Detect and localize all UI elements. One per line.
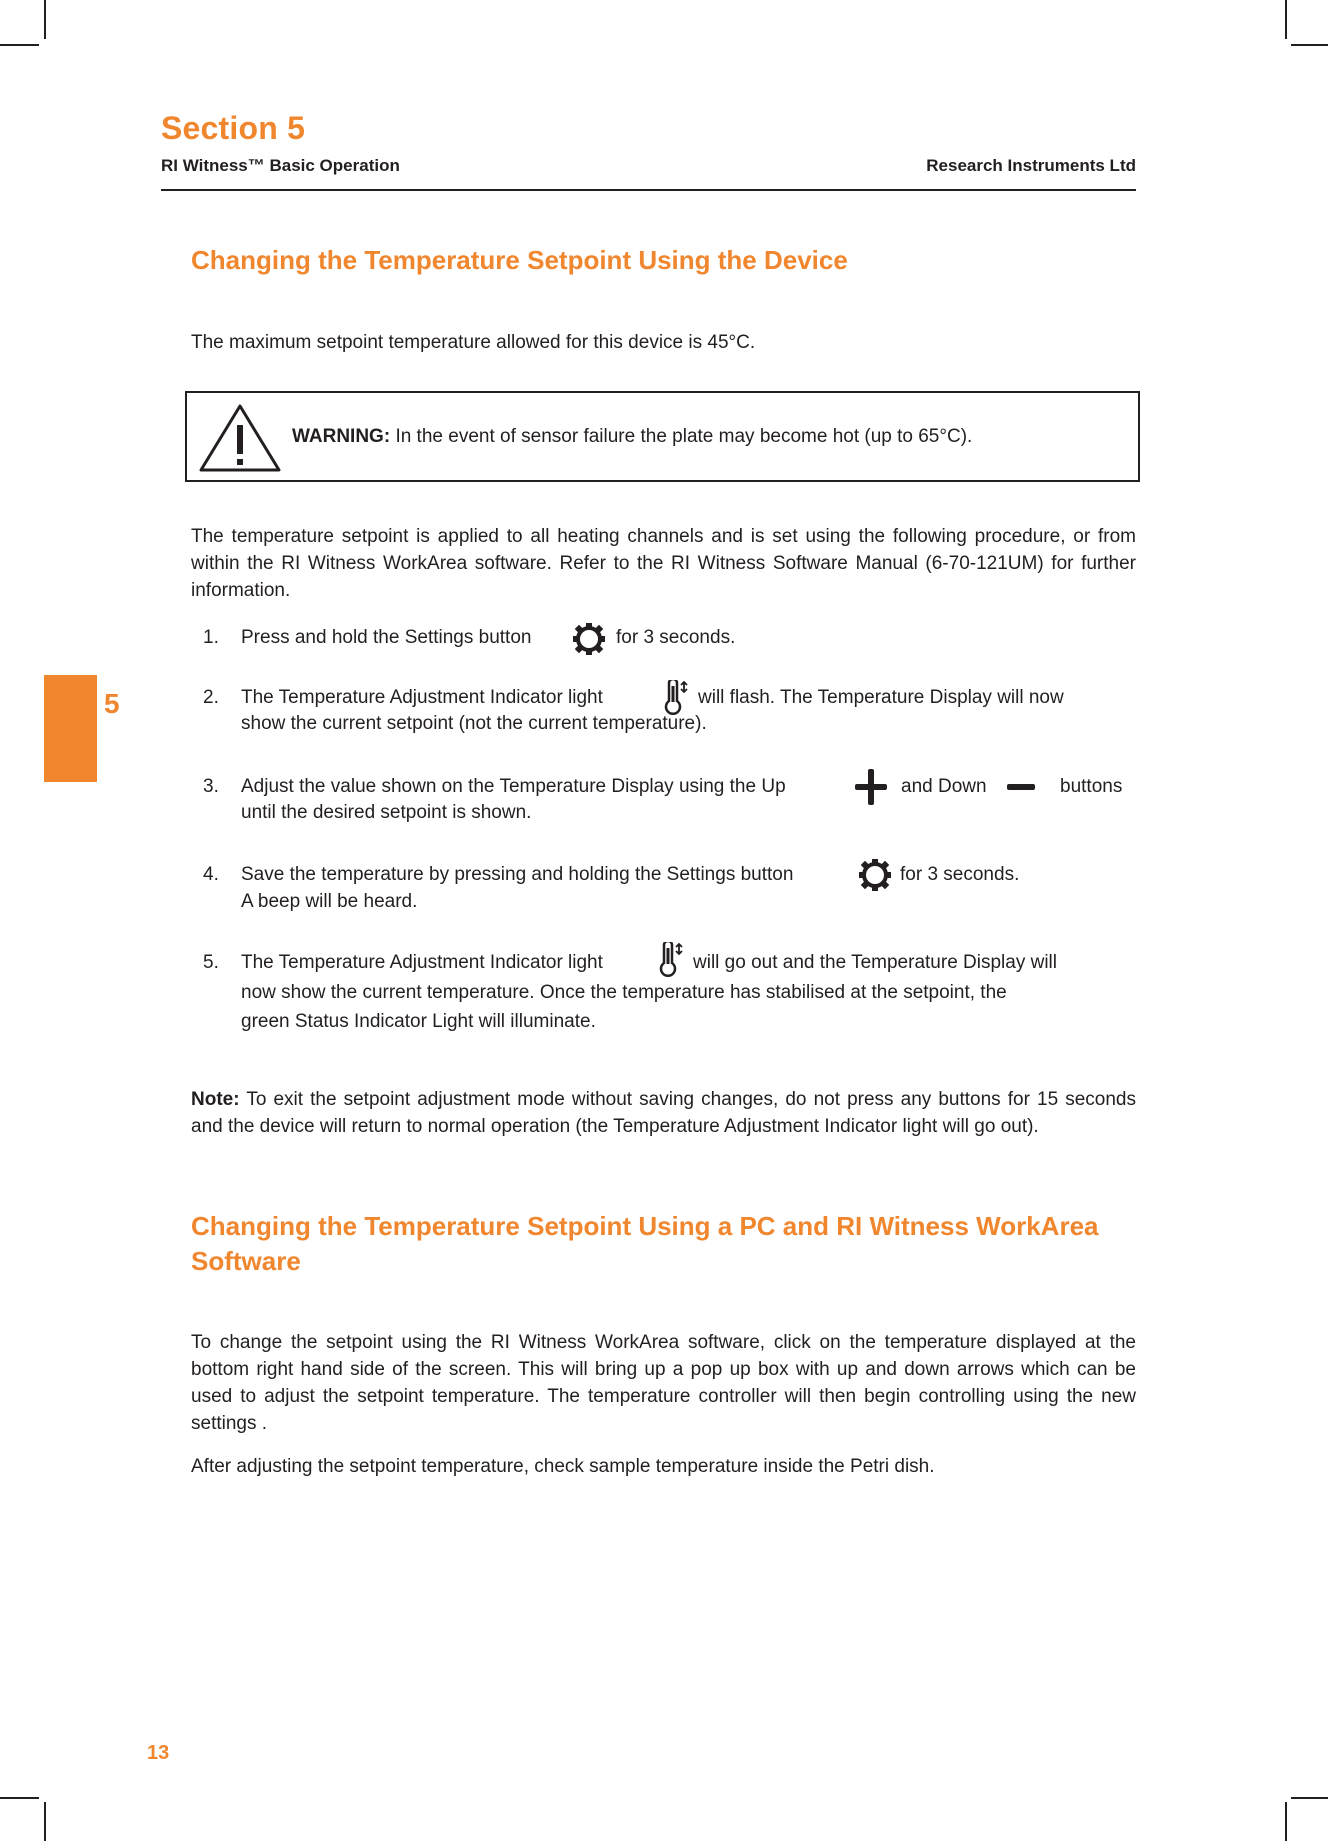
step-number: 3.: [203, 776, 219, 797]
crop-mark: [44, 1802, 46, 1841]
step-2-text-mid: will flash. The Temperature Display will now: [698, 687, 1064, 708]
step-1-text: Press and hold the Settings button: [241, 627, 532, 648]
step-2-text-line2: show the current setpoint (not the current temperature).: [241, 713, 707, 734]
crop-mark: [44, 0, 46, 39]
step-1-text-end: for 3 seconds.: [616, 627, 736, 648]
step-3-text: Adjust the value shown on the Temperature Display using the Up: [241, 776, 786, 797]
step-3-text-end: buttons: [1060, 776, 1123, 797]
max-setpoint-text: The maximum setpoint temperature allowed for this device is 45°C.: [191, 332, 756, 353]
crop-mark: [1291, 44, 1328, 46]
step-number: 2.: [203, 687, 219, 708]
pc-paragraph: To change the setpoint using the RI Witness WorkArea software, click on the temperature displayed at the bottom right hand side of the screen. This will bring up a pop up box with up and down arrows which can be used to adjust the setpoint temperature. The temperature controller will then begin controlling using the new settings .: [191, 1332, 1136, 1434]
step-5-text-line2: now show the current temperature. Once the temperature has stabilised at the setpoint, the: [241, 982, 1007, 1003]
crop-mark: [0, 44, 39, 46]
intro-paragraph: The temperature setpoint is applied to all heating channels and is set using the following procedure, or from within the RI Witness WorkArea software. Refer to the RI Witness Software Manual (6-70-121UM) for further information.: [191, 526, 1136, 601]
section-title: Section 5: [161, 110, 306, 146]
step-4-text-line2: A beep will be heard.: [241, 891, 418, 912]
crop-mark: [1285, 0, 1287, 39]
header-rule: [161, 189, 1136, 191]
step-number: 1.: [203, 627, 219, 648]
warning-message: In the event of sensor failure the plate may become hot (up to 65°C).: [395, 426, 973, 447]
step-5-text-line3: green Status Indicator Light will illuminate.: [241, 1011, 596, 1032]
warning-label: WARNING:: [292, 426, 391, 447]
section-heading-device: Changing the Temperature Setpoint Using the Device: [191, 245, 848, 275]
step-4-text: Save the temperature by pressing and holding the Settings button: [241, 864, 794, 885]
note-text: To exit the setpoint adjustment mode without saving changes, do not press any buttons for 15 seconds and the device will return to normal operation (the Temperature Adjustment Indicator light will go out).: [191, 1089, 1136, 1137]
warning-text: [292, 423, 972, 450]
crop-mark: [1285, 1802, 1287, 1841]
note-paragraph: [191, 1086, 1136, 1140]
down-minus-icon: [1006, 783, 1036, 793]
section-heading-pc: Changing the Temperature Setpoint Using a PC and RI Witness WorkArea Software: [191, 1211, 1099, 1276]
after-adjust-paragraph: After adjusting the setpoint temperature, check sample temperature inside the Petri dish.: [191, 1456, 935, 1477]
note-label: Note:: [191, 1089, 240, 1110]
step-4-text-end: for 3 seconds.: [900, 864, 1020, 885]
thermometer-icon: [659, 942, 685, 978]
step-5-text: The Temperature Adjustment Indicator light: [241, 952, 603, 973]
section-tab-number: 5: [104, 688, 120, 719]
step-3-text-mid: and Down: [901, 776, 987, 797]
section-tab: [44, 675, 97, 782]
settings-gear-icon: [572, 622, 606, 656]
settings-gear-icon: [858, 858, 892, 892]
up-plus-icon: [854, 768, 888, 806]
step-5-text-mid: will go out and the Temperature Display will: [693, 952, 1057, 973]
crop-mark: [0, 1797, 39, 1799]
header-subtitle: RI Witness™ Basic Operation: [161, 156, 400, 175]
header-company: Research Instruments Ltd: [926, 156, 1136, 175]
step-2-text: The Temperature Adjustment Indicator light: [241, 687, 603, 708]
step-number: 5.: [203, 952, 219, 973]
warning-icon: [198, 403, 282, 473]
crop-mark: [1291, 1797, 1328, 1799]
page-number: 13: [147, 1742, 170, 1764]
step-number: 4.: [203, 864, 219, 885]
step-3-text-line2: until the desired setpoint is shown.: [241, 802, 532, 823]
